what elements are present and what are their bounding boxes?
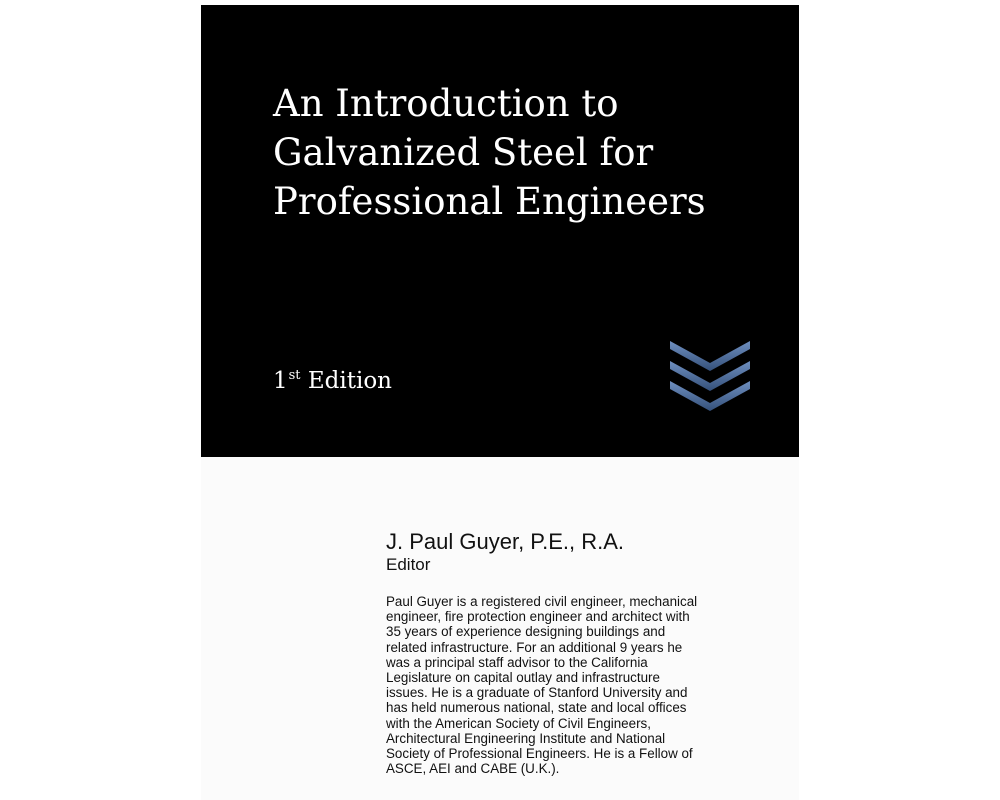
bio-line: Society of Professional Engineers. He is a Fellow of — [386, 746, 693, 762]
triple-chevron-down-icon — [670, 341, 750, 413]
bio-line: Legislature on capital outlay and infrastructure — [386, 670, 660, 686]
bio-line: related infrastructure. For an additional 9 years he — [386, 639, 683, 655]
edition-suffix: st — [288, 368, 301, 383]
book-title-line: Professional Engineers — [273, 180, 706, 223]
author-name: J. Paul Guyer, P.E., R.A. — [386, 529, 625, 554]
author-bio — [386, 594, 746, 776]
bio-line: was a principal staff advisor to the California — [386, 654, 648, 670]
author-role: Editor — [386, 555, 431, 574]
bio-line: Architectural Engineering Institute and National — [386, 730, 666, 746]
cover-title-panel — [201, 5, 799, 457]
book-title-line: An Introduction to — [273, 82, 619, 125]
book-title — [273, 79, 773, 226]
bio-line: with the American Society of Civil Engineers, — [386, 715, 651, 731]
bio-line: 35 years of experience designing buildings and — [386, 624, 666, 640]
edition-number: 1 — [273, 368, 288, 394]
cover-author-panel — [201, 457, 799, 800]
chevron-icon — [670, 341, 750, 371]
bio-line: engineer, fire protection engineer and architect with — [386, 609, 690, 625]
bio-line: ASCE, AEI and CABE (U.K.). — [386, 761, 560, 777]
edition-text: Edition — [307, 368, 392, 394]
book-title-line: Galvanized Steel for — [273, 131, 654, 174]
bio-line: has held numerous national, state and local offices — [386, 700, 687, 716]
bio-line: Paul Guyer is a registered civil engineer, mechanical — [386, 594, 698, 609]
bio-line: issues. He is a graduate of Stanford University and — [386, 685, 688, 701]
edition-label — [273, 361, 392, 396]
